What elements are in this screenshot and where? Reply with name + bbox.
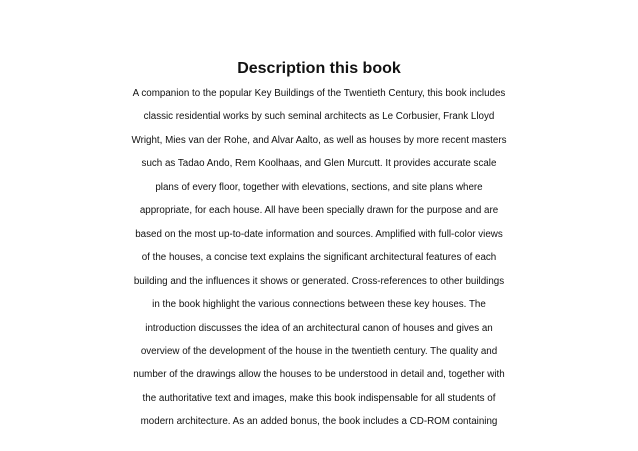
paragraph-line: overview of the development of the house in the twentieth century. The quality and <box>140 345 498 357</box>
paragraph-line: appropriate, for each house. All have been specially drawn for the purpose and are <box>139 205 499 217</box>
paragraph-line: building and the influences it shows or generated. Cross-references to other buildings <box>133 275 505 287</box>
paragraph-line: introduction discusses the idea of an architectural canon of houses and gives an <box>145 322 493 334</box>
paragraph-line: plans of every floor, together with elevations, sections, and site plans where <box>155 181 483 193</box>
paragraph-line: number of the drawings allow the houses to be understood in detail and, together with <box>133 369 505 381</box>
paragraph-line: the authoritative text and images, make this book indispensable for all students of <box>142 392 496 404</box>
paragraph-line: of the houses, a concise text explains the significant architectural features of each <box>141 252 497 264</box>
paragraph-line: A companion to the popular Key Buildings of the Twentieth Century, this book includes <box>132 88 506 99</box>
page-title: Description this book <box>237 60 401 77</box>
paragraph-line: such as Tadao Ando, Rem Koolhaas, and Glen Murcutt. It provides accurate scale <box>141 158 497 170</box>
paragraph-line: in the book highlight the various connections between these key houses. The <box>152 299 486 311</box>
paragraph-line: modern architecture. As an added bonus, the book includes a CD-ROM containing <box>140 416 498 428</box>
paragraph-line: Wright, Mies van der Rohe, and Alvar Aalto, as well as houses by more recent masters <box>131 134 507 146</box>
paragraph-line: based on the most up-to-date information and sources. Amplified with full-color views <box>135 228 503 240</box>
description-paragraph <box>0 82 638 434</box>
paragraph-line: classic residential works by such seminal architects as Le Corbusier, Frank Lloyd <box>143 111 495 123</box>
